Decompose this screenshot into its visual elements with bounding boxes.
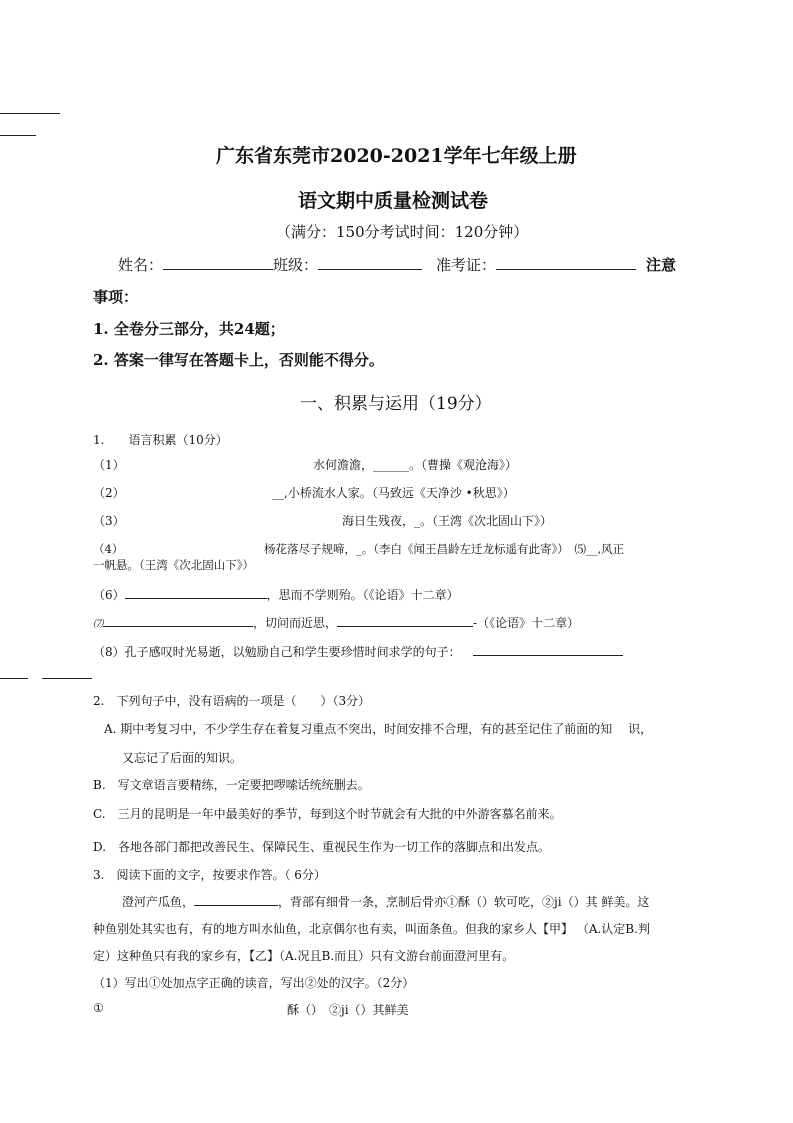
q1-item-8: [93, 642, 623, 660]
q1-item-7-tail: -（《论语》十二章）: [473, 616, 580, 630]
q1-item-2-text: __,小桥流水人家。（马致远《天净沙 •秋思》）: [272, 486, 515, 500]
margin-rule-2: [0, 135, 36, 136]
notice-tail: 事项：: [93, 288, 139, 306]
exam-title-line1: 广东省东莞市2020-2021学年七年级上册: [216, 145, 577, 167]
q1-item-6-blank[interactable]: [125, 585, 267, 599]
notice-head: 注意: [646, 256, 677, 274]
q3-para1: [122, 892, 649, 910]
q1-item-1-text: 水何澹澹，______。（曹操《观沧海》）: [313, 458, 518, 472]
margin-rule-3: [0, 678, 28, 679]
q2-option-a-cont: 又忘记了后面的知识。: [122, 751, 243, 765]
q3-sub1: （1）写出①处加点字正确的读音，写出②处的汉字。（2分）: [93, 976, 415, 990]
q3-para1-blank[interactable]: [194, 892, 278, 906]
margin-rule-top: [0, 113, 60, 114]
notice-1: 1. 全卷分三部分，共24题；: [93, 320, 285, 338]
q2-option-d: D. 各地各部门都把改善民生、保障民生、重视民生作为一切工作的落脚点和出发点。: [93, 840, 551, 854]
q1-item-7-num: ⑺: [93, 619, 103, 630]
q3-para2: 种鱼别处其实也有，有的地方叫水仙鱼，北京偶尔也有卖，叫面条鱼。但我的家乡人【甲】 （A.认定B.判: [93, 922, 650, 936]
q3-para1-a: 澄河产瓜鱼，: [122, 895, 195, 909]
section1-title: 一、积累与运用（19分）: [300, 394, 492, 414]
q1-item-4-text: 杨花落尽子规啼，_。（李白《闻王昌龄左迁龙标遥有此寄》） ⑸__,风正: [264, 542, 625, 556]
name-label: 姓名：: [118, 256, 164, 274]
q1-item-6-num: （6）: [93, 588, 125, 602]
q2-head: 2. 下列句子中，没有语病的一项是（ ）（3分）: [93, 694, 371, 708]
q2-option-a: A. 期中考复习中，不少学生存在着复习重点不突出，时间安排不合理，有的甚至记住了前面的知 识，: [104, 722, 653, 736]
q1-item-6: [93, 585, 459, 603]
exam-no-label: 准考证：: [436, 256, 497, 274]
exam-no-blank[interactable]: [496, 256, 636, 270]
q2-option-b: B. 写文章语言要精练，一定要把啰嗦话统统删去。: [93, 778, 370, 792]
q3-para3: 定）这种鱼只有我的家乡有，【乙】（A.况且B.而且）只有文游台前面澄河里有。: [93, 949, 515, 963]
q1-item-7: [93, 613, 579, 631]
q1-item-3-num: （3）: [93, 514, 125, 528]
q1-item-4-num: （4）: [93, 542, 124, 556]
q1-item-6-text: ，思而不学则殆。（《论语》十二章）: [266, 588, 459, 602]
q1-item-7-blank-a[interactable]: [103, 613, 253, 627]
exam-title-line2: 语文期中质量检测试卷: [298, 190, 489, 212]
q1-item-1-num: （1）: [93, 458, 125, 472]
info-line: [118, 254, 676, 275]
class-blank[interactable]: [318, 256, 422, 270]
q1-item-8-text: 孔子感叹时光易逝，以勉励自己和学生要珍惜时间求学的句子：: [124, 645, 461, 659]
q1-item-8-num: （8）: [93, 645, 125, 659]
q1-item-4-cont: 一帆悬。（王湾《次北固山下》）: [93, 558, 254, 572]
q3-answer-text: 酥（） ②ji（）其鲜美: [287, 1003, 409, 1017]
class-label: 班级：: [273, 256, 319, 274]
exam-subtitle: （满分：150分考试时间：120分钟）: [276, 223, 529, 241]
q1-item-2-num: （2）: [93, 486, 125, 500]
q1-item-7-blank-b[interactable]: [337, 613, 473, 627]
q1-item-8-blank[interactable]: [473, 642, 623, 656]
q2-option-c: C. 三月的昆明是一年中最美好的季节，每到这个时节就会有大批的中外游客慕名前来。: [93, 807, 562, 821]
q3-answer-num: ①: [93, 1001, 104, 1015]
q1-item-7-text: ，切问而近思，: [253, 616, 338, 630]
q3-para1-b: ，背部有细骨一条，烹制后骨亦①酥（）软可吃，②ji（）其 鲜美。这: [278, 895, 650, 909]
q1-head: 1. 语言积累（10分）: [93, 433, 228, 447]
notice-2: 2. 答案一律写在答题卡上，否则能不得分。: [93, 351, 384, 369]
q1-item-3-text: 海日生残夜，_。（王湾《次北固山下》）: [342, 514, 553, 528]
name-blank[interactable]: [163, 256, 273, 270]
margin-rule-4: [42, 678, 92, 679]
q3-head: 3. 阅读下面的文字，按要求作答。（ 6分）: [93, 868, 326, 882]
